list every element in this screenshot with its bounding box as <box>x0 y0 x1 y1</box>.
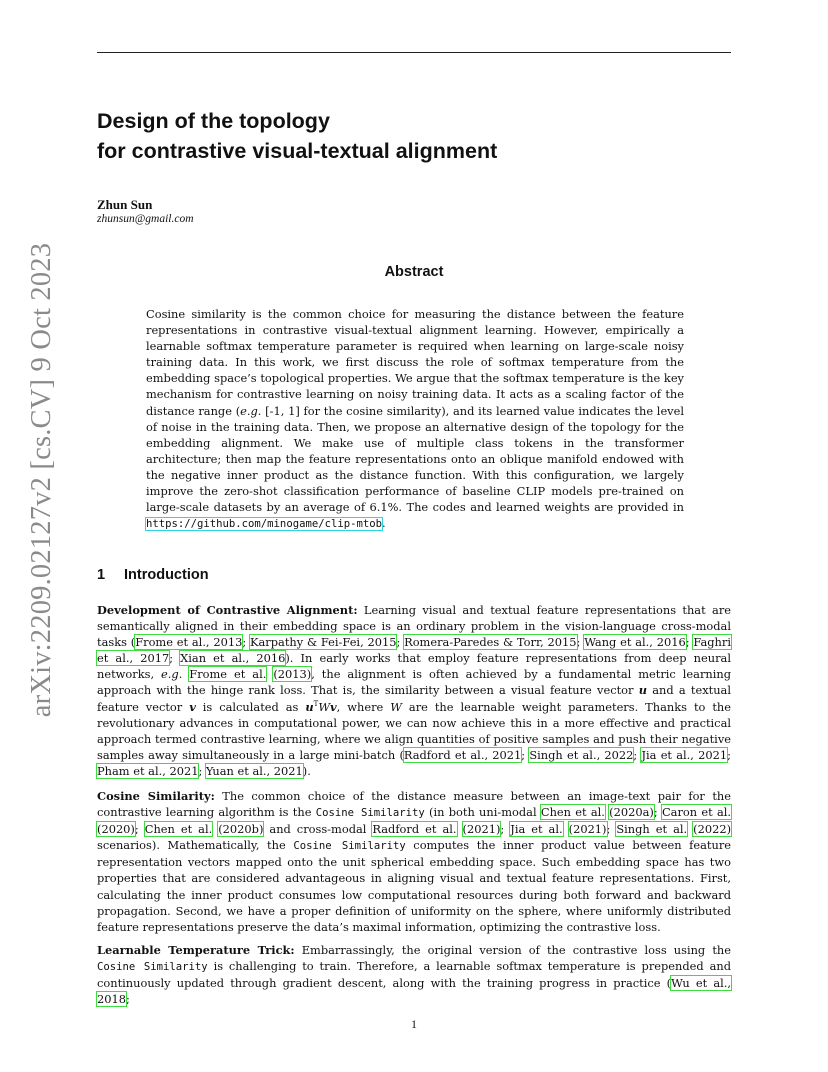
top-rule <box>97 52 731 53</box>
paragraph-text: ). <box>302 763 311 778</box>
abstract-heading: Abstract <box>384 264 444 280</box>
paragraph-text: (in both uni-modal <box>424 805 541 820</box>
citation-link[interactable]: (2020) <box>97 822 135 837</box>
abstract-text: . <box>382 516 386 531</box>
citation-link[interactable]: Faghri et al., 2017 <box>97 635 731 666</box>
citation-link[interactable]: Xian et al., 2016 <box>180 651 286 666</box>
math-vector-u: u <box>638 683 647 698</box>
math-matrix-w: W <box>390 699 402 714</box>
paragraph-text: , the alignment is often achieved by a fundamental metric learning approach with the hinge rank loss. That is, the similarity between a visual feature vector <box>97 667 731 698</box>
author-email: zhunsun@gmail.com <box>97 213 194 225</box>
paragraph-text: ). In early works that employ feature representations from deep neural networks, <box>97 651 731 682</box>
paragraph-text: computes the inner product value between feature representation vectors mapped onto the unit spherical embedding space. Such embedding space has two properties that are considered advantageous in aligning visual and textual feature representations. First, calculating the inner product consumes low computational resources during both forward and backward propagation. Second, we have a proper definition of uniformity on the sphere, where uniformly distributed feature representations preserve the data’s maximal information, optimizing the contrastive loss. <box>97 838 732 934</box>
paragraph-text: and cross-modal <box>263 822 373 837</box>
citation-link[interactable]: Yuan et al., 2021 <box>205 763 303 778</box>
math-vector-u: u <box>305 699 314 714</box>
math-matrix-w: W <box>318 699 331 714</box>
paragraph-text: Learning visual and textual feature representations that are semantically aligned in their embedding space is an ordinary problem in the vision-language cross-modal tasks ( <box>97 603 732 650</box>
citation-link[interactable]: Chen et al. <box>540 805 605 820</box>
paragraph-eg: e.g. <box>161 667 183 682</box>
paper-title <box>97 106 737 166</box>
citation-link[interactable]: Radford et al., 2021 <box>403 747 522 762</box>
citation-link[interactable]: Wang et al., 2016 <box>584 635 686 650</box>
paragraph-text: scenarios). Mathematically, the <box>97 838 294 853</box>
paragraph-text: is challenging to train. Therefore, a learnable softmax temperature is prepended and continuously updated through gradient descent, along with the training progress in practice ( <box>97 959 731 991</box>
title-line-2: for contrastive visual-textual alignment <box>97 139 498 163</box>
code-term: Cosine Similarity <box>97 961 208 974</box>
math-vector-v: v <box>330 699 337 714</box>
citation-link[interactable]: Romera-Paredes & Torr, 2015 <box>404 635 577 650</box>
paragraph-text: ; <box>126 992 130 1007</box>
paragraph-learnable-temperature <box>97 942 731 1007</box>
citation-link[interactable]: Singh et al. <box>616 822 688 837</box>
citation-link[interactable]: (2021) <box>568 822 607 837</box>
citation-link[interactable]: (2013) <box>273 667 312 682</box>
citation-link[interactable]: Radford et al. <box>372 822 457 837</box>
section-heading-introduction <box>97 567 209 583</box>
paragraph-text: The common choice of the distance measure between an image-text pair for the contrastive learning algorithm is the <box>97 789 731 820</box>
section-number: 1 <box>97 567 106 583</box>
citation-link[interactable]: Chen et al. <box>144 822 213 837</box>
citation-link[interactable]: Pham et al., 2021 <box>97 763 199 778</box>
page-number: 1 <box>411 1017 417 1031</box>
paragraph-lead: Development of Contrastive Alignment: <box>97 603 358 617</box>
paragraph-cosine-similarity: Cosine Similarity: The common choice of the distance measure between an image-text pair for the contrastive learning algorithm is the Cosine Similarity (in both uni-modal Chen et al. (2020a); Caron et al. (2020); Chen et al. (2020b) and cross-modal Radford et al. (2021); Jia et al. (2021); Singh et al. (2022) scenarios). Mathematically, the Cosine Similarity computes the inner product value between feature representation vectors mapped onto the unit spherical embedding space. Such embedding space has two properties that are considered advantageous in aligning visual and textual feature representations. First, calculating the inner product consumes low computational resources during both forward and backward propagation. Second, we have a proper definition of uniformity on the sphere, where uniformly distributed feature representations preserve the data’s maximal information, optimizing the contrastive loss. <box>97 789 732 934</box>
paragraph-text: , where <box>336 699 391 714</box>
citation-link[interactable]: Wu et al., 2018 <box>97 976 731 1007</box>
citation-link[interactable]: Jia et al. <box>510 822 563 837</box>
citation-link[interactable]: Jia et al., 2021 <box>641 747 728 762</box>
citation-link[interactable]: Karpathy & Fei-Fei, 2015 <box>249 635 397 650</box>
citation-link[interactable]: Frome et al., 2013 <box>135 635 243 650</box>
code-term: Cosine Similarity <box>315 807 425 820</box>
section-title: Introduction <box>124 567 209 583</box>
paragraph-lead: Cosine Similarity: <box>97 789 215 803</box>
abstract-text: Cosine similarity is the common choice for measuring the distance between the feature representations in contrastive visual-textual alignment learning. However, empirically a learnable softmax temperature parameter is required when learning on large-scale noisy training data. In this work, we first discuss the role of softmax temperature from the embedding space’s topological properties. We argue that the softmax temperature is the key mechanism for contrastive learning on noisy training data. It acts as a scaling factor of the distance range ( <box>146 307 684 418</box>
code-term: Cosine Similarity <box>293 840 406 853</box>
paragraph-text: Embarrassingly, the original version of the contrastive loss using the <box>294 943 731 957</box>
abstract-body <box>146 306 684 532</box>
paragraph-text: are the learnable weight parameters. Thanks to the revolutionary advances in computational power, we can now achieve this in a more effective and practical approach termed contrastive learning, where we align quantities of positive samples and push their negative samples away simultaneously in a large mini-batch ( <box>97 699 731 762</box>
code-url-link[interactable]: https://github.com/minogame/clip-mtob <box>146 518 382 531</box>
citation-link[interactable]: (2022) <box>693 822 732 837</box>
citation-link[interactable]: (2021) <box>462 822 501 837</box>
citation-link[interactable]: Caron et al. <box>661 805 731 820</box>
paragraph-text: is calculated as <box>195 699 306 714</box>
author-name: Zhun Sun <box>97 197 153 212</box>
arxiv-stamp-text: arXiv:2209.02127v2 [cs.CV] 9 Oct 2023 <box>26 242 57 718</box>
math-transpose: T <box>313 699 319 708</box>
paragraph-contrastive-alignment: Development of Contrastive Alignment: Learning visual and textual feature representations that are semantically aligned in their embedding space is an ordinary problem in the vision-language cross-modal tasks (Frome et al., 2013; Karpathy & Fei-Fei, 2015; Romera-Paredes & Torr, 2015; Wang et al., 2016; Faghri et al., 2017; Xian et al., 2016). In early works that employ feature representations from deep neural networks, e.g. Frome et al. (2013), the alignment is often achieved by a fundamental metric learning approach with the hinge rank loss. That is, the similarity between a visual feature vector u and a textual feature vector v is calculated as $u^TWv$, where W are the learnable weight parameters. Thanks to the revolutionary advances in computational power, we can now achieve this in a more effective and practical approach termed contrastive learning, where we align quantities of positive samples and push their negative samples away simultaneously in a large mini-batch (Radford et al., 2021; Singh et al., 2022; Jia et al., 2021; Pham et al., 2021; Yuan et al., 2021). <box>97 603 732 778</box>
math-vector-v: v <box>189 699 196 714</box>
paragraph-text: and a textual feature vector <box>97 683 731 714</box>
abstract-text: [-1, 1] for the cosine similarity), and its learned value indicates the level of noise in the training data. Then, we propose an alternative design of the topology for the embedding alignment. We make use of multiple class tokens in the transformer architecture; then map the feature representations onto an oblique manifold endowed with the negative inner product as the distance function. With this configuration, we largely improve the zero-shot classification performance of baseline CLIP models pre-trained on large-scale datasets by an average of 6.1%. The codes and learned weights are provided in <box>146 403 685 515</box>
citation-link[interactable]: (2020b) <box>218 822 264 837</box>
paragraph-lead: Learnable Temperature Trick: <box>97 943 295 957</box>
citation-link[interactable]: (2020a) <box>609 805 654 820</box>
abstract-eg: e.g. <box>240 403 262 418</box>
title-line-1: Design of the topology <box>97 109 330 133</box>
citation-link[interactable]: Singh et al., 2022 <box>529 747 634 762</box>
citation-link[interactable]: Frome et al. <box>189 667 267 682</box>
